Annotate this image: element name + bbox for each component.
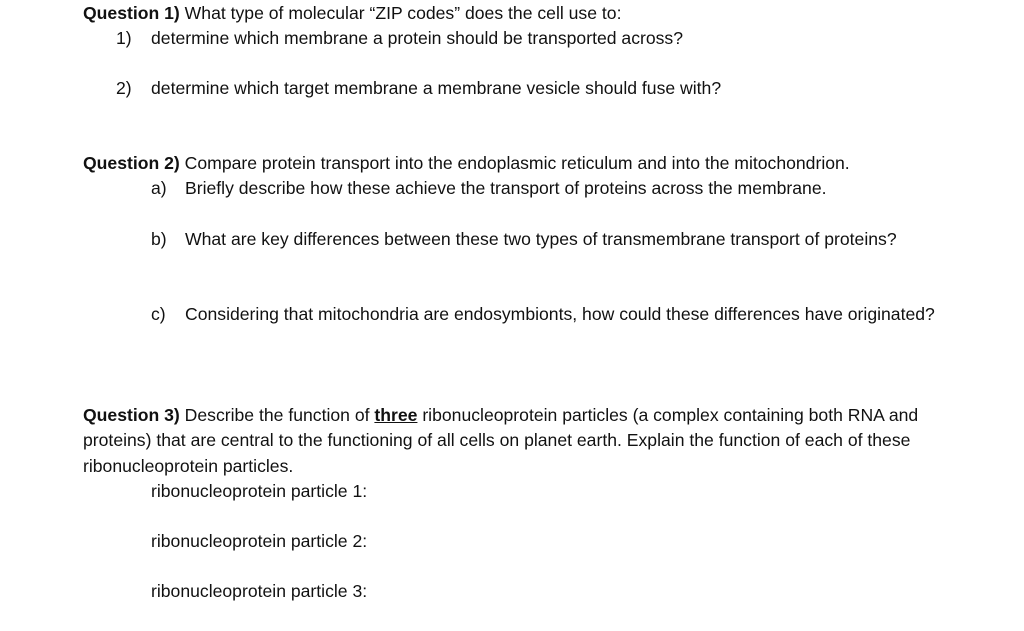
item-marker: b) <box>151 229 167 249</box>
item-text: determine which target membrane a membrane vesicle should fuse with? <box>151 78 722 98</box>
question-2-heading <box>83 151 850 176</box>
question-3-emphasis: three <box>374 405 418 425</box>
question-1-label: Question 1) <box>83 3 180 23</box>
item-text: What are key differences between these two types of transmembrane transport of proteins? <box>185 229 897 249</box>
item-marker: 1) <box>116 28 132 48</box>
ribonucleoprotein-particle-1: ribonucleoprotein particle 1: <box>151 481 368 501</box>
ribonucleoprotein-particle-2: ribonucleoprotein particle 2: <box>151 531 368 551</box>
item-marker: c) <box>151 304 166 324</box>
question-1-prompt: What type of molecular “ZIP codes” does the cell use to: <box>184 3 622 23</box>
question-3-paragraph <box>83 403 963 479</box>
item-marker: a) <box>151 178 167 198</box>
question-2-prompt: Compare protein transport into the endoplasmic reticulum and into the mitochondrion. <box>184 153 850 173</box>
question-1-heading <box>83 1 621 26</box>
item-marker: 2) <box>116 78 132 98</box>
question-3-prompt-end: ribonucleoprotein particles (a complex containing both RNA and proteins) that are central to the functioning of all cells on planet earth. Explain the function of each of these ribonucleoprotein particles. <box>83 405 919 476</box>
ribonucleoprotein-particle-3: ribonucleoprotein particle 3: <box>151 581 368 601</box>
item-text: determine which membrane a protein should be transported across? <box>151 28 684 48</box>
item-text: Considering that mitochondria are endosymbionts, how could these differences have originated? <box>185 304 935 324</box>
item-text: Briefly describe how these achieve the transport of proteins across the membrane. <box>185 178 827 198</box>
question-3-label: Question 3) <box>83 405 180 425</box>
question-3-prompt-start: Describe the function of <box>184 405 370 425</box>
question-2-label: Question 2) <box>83 153 180 173</box>
